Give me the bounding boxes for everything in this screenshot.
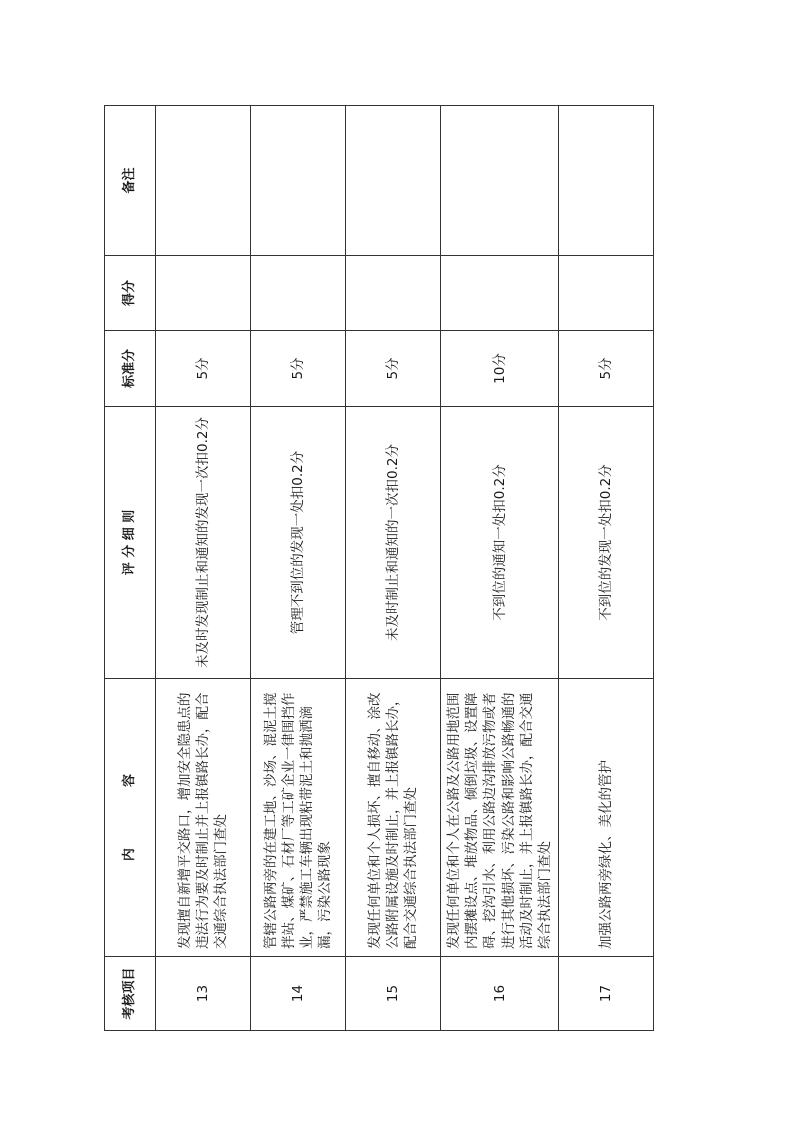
table-row: [559, 106, 654, 1031]
row-rule: 管理不到位的发现一处扣0.2分: [251, 407, 346, 679]
table-header-row: [105, 106, 156, 1031]
row-score-cell: [559, 256, 654, 331]
row-content: 发现任何单位和个人损坏、擅自移动、涂改公路附属设施及时制止，并上报镇路长办，配合交通综合执法部门查处: [346, 679, 441, 957]
row-score-cell: [441, 256, 559, 331]
row-item-number: 16: [441, 957, 559, 1031]
row-score-cell: [346, 256, 441, 331]
row-score-cell: [251, 256, 346, 331]
row-content: 发现擅自新增平交路口，增加安全隐患点的违法行为要及时制止并上报镇路长办，配合交通综合执法部门查处: [156, 679, 251, 957]
row-content: 发现任何单位和个人在公路及公路用地范围内摆摊设点、堆放物品、倾倒垃圾、设置障碍、挖沟引水、利用公路边沟排放污物或者进行其他损坏、污染公路和影响公路畅通的活动及时制止，并上报镇路长办，配合交通综合执法部门查处: [441, 679, 559, 957]
row-rule: 未及时制止和通知的一次扣0.2分: [346, 407, 441, 679]
row-content: 管辖公路两旁的在建工地、沙场、混泥土搅拌站、煤矿、石材厂等工矿企业一律围挡作业，严禁施工车辆出现粘带泥土和抛洒滴漏，污染公路现象: [251, 679, 346, 957]
row-item-number: 15: [346, 957, 441, 1031]
row-remark-cell: [156, 106, 251, 256]
header-rules: 评 分 细 则: [105, 407, 156, 679]
assessment-table: [104, 105, 654, 1031]
row-item-number: 17: [559, 957, 654, 1031]
header-content: [105, 679, 156, 957]
header-standard: 标准分: [105, 331, 156, 407]
row-score-cell: [156, 256, 251, 331]
row-item-number: 14: [251, 957, 346, 1031]
table-row: [156, 106, 251, 1031]
row-remark-cell: [251, 106, 346, 256]
row-standard-score: 5分: [156, 331, 251, 407]
header-content-label: 内 容: [122, 762, 138, 862]
row-item-number: 13: [156, 957, 251, 1031]
row-standard-score: 5分: [346, 331, 441, 407]
row-rule: 不到位的发现一处扣0.2分: [559, 407, 654, 679]
row-rule: 不到位的通知一处扣0.2分: [441, 407, 559, 679]
header-remarks: 备注: [105, 106, 156, 256]
header-score: 得分: [105, 256, 156, 331]
row-rule: 未及时发现制止和通知的发现一次扣0.2分: [156, 407, 251, 679]
table-row: [346, 106, 441, 1031]
row-standard-score: 5分: [251, 331, 346, 407]
row-standard-score: 10分: [441, 331, 559, 407]
table-row: [251, 106, 346, 1031]
row-remark-cell: [559, 106, 654, 256]
row-standard-score: 5分: [559, 331, 654, 407]
row-content: 加强公路两旁绿化、美化的管护: [559, 679, 654, 957]
rotated-assessment-table: [104, 106, 615, 1031]
row-remark-cell: [441, 106, 559, 256]
table-row: [441, 106, 559, 1031]
header-item: 考核项目: [105, 957, 156, 1031]
row-remark-cell: [346, 106, 441, 256]
